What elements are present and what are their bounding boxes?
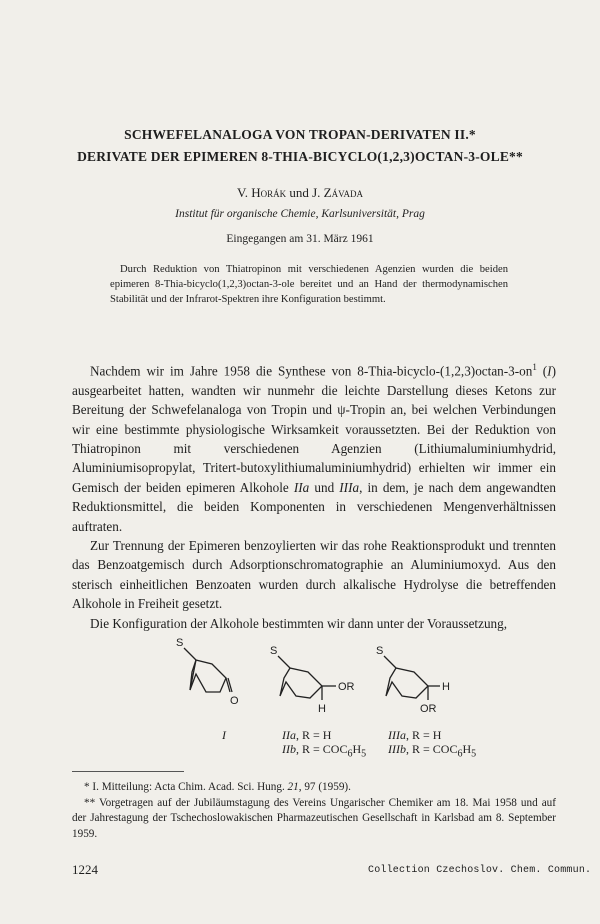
sulfur-label-2: S bbox=[270, 645, 278, 657]
ring-bonds-2 bbox=[278, 656, 322, 698]
or-label-3: OR bbox=[420, 703, 437, 714]
h-label-3: H bbox=[442, 681, 450, 693]
institution: Institut für organische Chemie, Karlsuniversität, Prag bbox=[175, 208, 425, 220]
caption-iia-text: , R = H bbox=[296, 728, 332, 742]
caption-ii bbox=[282, 728, 366, 761]
footnote-rule bbox=[72, 771, 184, 772]
authors bbox=[0, 185, 600, 201]
footnote-2-text: Vorgetragen auf der Jubiläumstagung des Vereins Ungarischer Chemiker am 18. Mai 1958 und auf der Jahrestagung der Tschechoslowakischen Pharmazeutischen Gesellschaft in Karlsbad am 8. September 1959. bbox=[72, 796, 556, 840]
subscript-5: 5 bbox=[361, 748, 367, 760]
hydrogen-letter: H bbox=[352, 742, 362, 756]
hydrogen-letter: H bbox=[462, 742, 472, 756]
caption-iiib-ref: IIIb bbox=[388, 742, 406, 756]
caption-iib-text: , R = COC bbox=[296, 742, 348, 756]
footnote-1-mark: * bbox=[84, 781, 90, 793]
footnote-1-text-a: I. Mitteilung: Acta Chim. Acad. Sci. Hung. bbox=[92, 781, 288, 793]
paragraph-1-part-a: Nachdem wir im Jahre 1958 die Synthese von 8-Thia-bicyclo-(1,2,3)octan-3-on bbox=[90, 363, 533, 379]
structure-ii bbox=[270, 645, 355, 714]
carbonyl-bond-1 bbox=[226, 678, 232, 692]
footnote-1-volume: 21 bbox=[287, 781, 299, 793]
ring-bonds-3 bbox=[384, 656, 428, 698]
abstract-text: Durch Reduktion von Thiatropinon mit verschiedenen Agenzien wurden die beiden epimeren 8-Thia-bicyclo(1,2,3)octan-3-ole bereitet und an Hand der thermodynamischen Stabilität und der Infrarot-Spektren ihre Konfiguration bestimmt. bbox=[110, 264, 508, 305]
caption-iii bbox=[388, 728, 476, 761]
paragraph-1-part-d: , in dem, je nach dem angewandten Reduktionsmittel, die beiden Komponenten in verschiedenen Mengenverhältnissen auftraten. bbox=[72, 479, 557, 534]
caption-iiib-text: , R = COC bbox=[406, 742, 458, 756]
page-number: 1224 bbox=[72, 862, 98, 877]
caption-iib-ref: IIb bbox=[282, 742, 296, 756]
author-2: J. Závada bbox=[312, 185, 363, 200]
paragraph-1-part-c: und bbox=[309, 479, 340, 495]
received-date: Eingegangen am 31. März 1961 bbox=[226, 233, 374, 245]
h-label-2: H bbox=[318, 703, 326, 714]
title-line-2: DERIVATE DER EPIMEREN 8-THIA-BICYCLO(1,2,3)OCTAN-3-OLE** bbox=[77, 149, 523, 164]
journal-name: Collection Czechoslov. Chem. Commun. bbox=[368, 865, 592, 876]
caption-i: I bbox=[222, 728, 226, 742]
body-text bbox=[72, 358, 556, 633]
paragraph-3: Die Konfiguration der Alkohole bestimmten wir dann unter der Voraussetzung, bbox=[90, 615, 508, 631]
paragraph-2: Zur Trennung der Epimeren benzoylierten wir das rohe Reaktionsprodukt und trennten das Benzoatgemisch durch Adsorptionschromatographie an Aluminiumoxyd. Aus den sterisch einheitlichen Benzoaten wurden durch alkalische Hydrolyse die betreffenden Alkohole in Freiheit gesetzt. bbox=[72, 538, 556, 612]
caption-iiia-ref: IIIa bbox=[388, 728, 406, 742]
subscript-6: 6 bbox=[347, 748, 353, 760]
compound-ref-iia: IIa bbox=[293, 479, 310, 495]
subscript-6: 6 bbox=[457, 748, 463, 760]
oxygen-label: O bbox=[230, 695, 239, 707]
footnote-1-text-b: , 97 (1959). bbox=[298, 781, 351, 793]
reference-superscript: 1 bbox=[532, 362, 537, 372]
sulfur-label-3: S bbox=[376, 645, 384, 657]
author-1: V. Horák bbox=[237, 185, 287, 200]
or-label-2: OR bbox=[338, 681, 355, 693]
footnote-1 bbox=[72, 780, 556, 796]
sulfur-label-1: S bbox=[176, 637, 184, 649]
compound-ref-i: I bbox=[547, 363, 552, 379]
author-conjunction: und bbox=[289, 185, 309, 200]
structure-iii bbox=[376, 645, 450, 714]
subscript-5: 5 bbox=[471, 748, 477, 760]
paragraph-1-part-b: ausgearbeitet hatten, wandten wir nunmehr die leichte Darstellung dieses Ketons zur Bereitung der Schwefelanaloga von Tropin und ψ-Tropin an, bei welchen Verbindungen wir eine bestimmte physiologische Wirksamkeit voraussetzten. Bei der Reduktion von Thiatropinon mit verschiedenen Agenzien (Lithiumaluminiumhydrid, Aluminiumisopropylat, Tritert-butoxylithiumaluminiumhydrid) erhielten wir immer ein Gemisch der beiden epimeren Alkohole bbox=[72, 382, 556, 495]
footnote-2 bbox=[72, 796, 556, 843]
caption-iiia-text: , R = H bbox=[406, 728, 442, 742]
structure-figure bbox=[170, 634, 510, 714]
caption-iia-ref: IIa bbox=[282, 728, 296, 742]
compound-ref-iiia: IIIa bbox=[339, 479, 360, 495]
footnotes bbox=[72, 780, 556, 842]
footnote-2-mark: ** bbox=[84, 796, 96, 809]
abstract bbox=[110, 262, 508, 307]
title-line-1: SCHWEFELANALOGA VON TROPAN-DERIVATEN II.* bbox=[124, 127, 476, 142]
structure-i bbox=[176, 637, 239, 707]
paragraph-1: Nachdem wir im Jahre 1958 die Synthese von $8-Thia-bicyclo-(1,2,3)octan-3-on^1$ (I) ausgearbeitet hatten, wandten wir nunmehr die leichte Darstellung dieses Ketons zur Bereitung der Schwefelanaloga von Tropin und ψ-Tropin an, bei welchen Verbindungen wir eine bestimmte physiologische Wirksamkeit voraussetzten. Bei der Reduktion von Thiatropinon mit verschiedenen Agenzien (Lithiumaluminiumhydrid, Aluminiumisopropylat, Tritert-butoxylithiumaluminiumhydrid) erhielten wir immer ein Gemisch der beiden epimeren Alkohole IIa und IIIa, in dem, je nach dem angewandten Reduktionsmittel, die beiden Komponenten in verschiedenen Mengenverhältnissen auftraten. bbox=[72, 362, 557, 534]
